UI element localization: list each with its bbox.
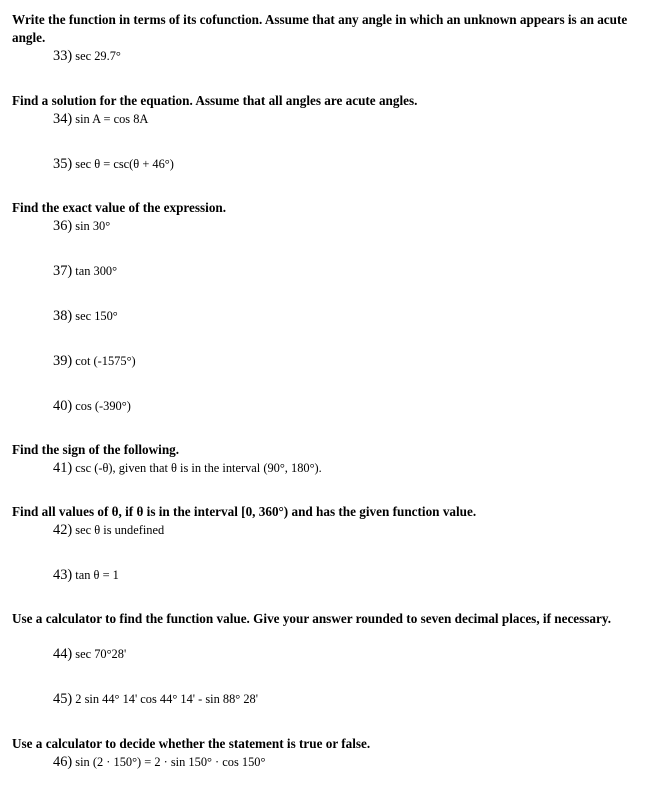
problem-number: 35) [53,156,73,172]
problem-number: 36) [53,218,73,234]
problem-number: 42) [53,522,73,538]
problem-text: sec θ is undefined [75,523,165,537]
instruction-calculator-value: Use a calculator to find the function value. Give your answer rounded to seven decimal places, if necessary. [12,611,612,626]
problem-35 [53,155,643,173]
problem-34 [53,110,643,128]
problem-41 [53,459,643,477]
problem-text: tan θ = 1 [75,568,119,582]
instruction-find-sign: Find the sign of the following. [12,442,180,457]
problem-text: sin (2 · 150°) = 2 · sin 150° · cos 150° [75,755,266,769]
problem-text: tan 300° [75,264,118,278]
problem-number: 37) [53,263,73,279]
instruction-cofunction: Write the function in terms of its cofunction. Assume that any angle in which an unknown appears is an acute angle. [12,12,628,45]
problem-text: cos (-390°) [75,399,131,413]
problem-number: 43) [53,567,73,583]
problem-number: 33) [53,48,73,64]
problem-number: 41) [53,460,73,476]
problem-text: sin 30° [75,219,111,233]
problem-46 [53,753,643,771]
problem-number: 44) [53,646,73,662]
problem-33 [53,47,643,65]
problem-43 [53,566,643,584]
problem-text: 2 sin 44° 14' cos 44° 14' - sin 88° 28' [75,692,258,706]
problem-text: sec 29.7° [75,49,121,63]
problem-42 [53,521,643,539]
problem-38 [53,307,643,325]
problem-number: 38) [53,308,73,324]
problem-36 [53,217,643,235]
problem-number: 45) [53,691,73,707]
problem-text: sin A = cos 8A [75,112,149,126]
instruction-true-false: Use a calculator to decide whether the statement is true or false. [12,736,371,751]
problem-text: sec 150° [75,309,118,323]
instruction-exact-value: Find the exact value of the expression. [12,200,227,215]
problem-number: 40) [53,398,73,414]
problem-text: cot (-1575°) [75,354,136,368]
problem-40 [53,397,643,415]
instruction-solve-equation: Find a solution for the equation. Assume that all angles are acute angles. [12,93,418,108]
instruction-find-theta: Find all values of θ, if θ is in the interval [0, 360°) and has the given function value. [12,504,477,519]
problem-number: 34) [53,111,73,127]
problem-number: 39) [53,353,73,369]
problem-number: 46) [53,754,73,770]
problem-text: csc (-θ), given that θ is in the interval (90°, 180°). [75,461,322,475]
problem-text: sec 70°28' [75,647,127,661]
problem-39 [53,352,643,370]
problem-text: sec θ = csc(θ + 46°) [75,157,174,171]
problem-37 [53,262,643,280]
problem-45 [53,690,643,708]
problem-44 [53,645,643,663]
